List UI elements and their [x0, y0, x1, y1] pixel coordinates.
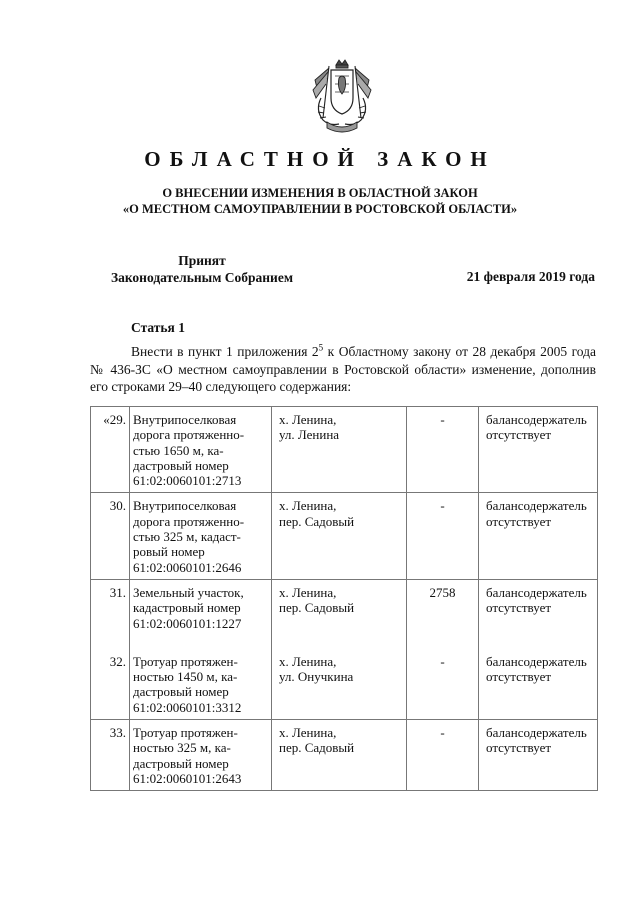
table-row	[91, 649, 598, 720]
row-number: 30.	[91, 493, 130, 579]
intro-text-part-1: Внести в пункт 1 приложения 2	[131, 344, 319, 359]
intro-superscript: 5	[318, 342, 324, 353]
object-name-line: ностью 325 м, ка-	[133, 740, 231, 756]
row-number: «29.	[91, 407, 130, 493]
adoption-block	[92, 252, 312, 286]
object-name	[130, 579, 272, 648]
object-address-line: х. Ленина,	[279, 584, 337, 600]
object-address-line: ул. Ленина	[279, 427, 340, 443]
article-heading: Статья 1	[131, 320, 185, 335]
object-address-line: х. Ленина,	[279, 653, 337, 669]
object-name-line: Тротуар протяжен-	[133, 725, 238, 741]
article-intro-paragraph	[90, 343, 596, 396]
object-address-line: х. Ленина,	[279, 725, 337, 741]
balance-holder-line: отсутствует	[486, 669, 552, 685]
balance-holder-line: балансодержатель	[486, 498, 587, 514]
object-name-line: дорога протяженно-	[133, 513, 245, 529]
property-table	[90, 406, 598, 791]
object-address	[272, 407, 407, 493]
object-address	[272, 649, 407, 720]
balance-holder-line: отсутствует	[486, 427, 552, 443]
balance-holder-line: отсутствует	[486, 513, 552, 529]
table-row	[91, 720, 598, 791]
balance-holder	[479, 493, 598, 579]
table-row	[91, 407, 598, 493]
object-name-line: дастровый номер	[133, 684, 229, 700]
object-name-line: стью 1650 м, ка-	[133, 442, 224, 458]
balance-holder-line: отсутствует	[486, 740, 552, 756]
object-name	[130, 720, 272, 791]
object-name-line: ровый номер	[133, 544, 205, 560]
balance-holder-line: балансодержатель	[486, 584, 587, 600]
object-address	[272, 493, 407, 579]
object-name-line: стью 325 м, кадаст-	[133, 529, 241, 545]
object-name-line: кадастровый номер	[133, 600, 241, 616]
balance-holder	[479, 649, 598, 720]
row-number: 33.	[91, 720, 130, 791]
object-name-line: 61:02:0060101:2643	[133, 770, 242, 786]
object-address-line: ул. Онучкина	[279, 669, 354, 685]
document-subtitle	[0, 186, 640, 217]
object-address-line: пер. Садовый	[279, 740, 355, 756]
object-name-line: Внутрипоселковая	[133, 498, 237, 514]
object-name-line: дастровый номер	[133, 755, 229, 771]
adopted-label: Принят	[178, 253, 226, 268]
property-table-body	[91, 407, 598, 791]
object-address-line: х. Ленина,	[279, 412, 337, 427]
balance-holder	[479, 579, 598, 648]
object-name-line: ностью 1450 м, ка-	[133, 669, 238, 685]
object-name	[130, 649, 272, 720]
object-address-line: пер. Садовый	[279, 600, 355, 616]
subtitle-line-1: О ВНЕСЕНИИ ИЗМЕНЕНИЯ В ОБЛАСТНОЙ ЗАКОН	[162, 186, 478, 200]
object-area: -	[407, 493, 479, 579]
object-name-line: 61:02:0060101:2646	[133, 559, 242, 575]
balance-holder	[479, 720, 598, 791]
object-address	[272, 579, 407, 648]
object-address	[272, 720, 407, 791]
table-row	[91, 493, 598, 579]
object-name-line: дастровый номер	[133, 457, 229, 473]
row-number: 32.	[91, 649, 130, 720]
object-name-line: 61:02:0060101:2713	[133, 473, 242, 489]
object-name-line: Внутрипоселковая	[133, 412, 237, 427]
object-name	[130, 407, 272, 493]
object-name-line: Земельный участок,	[133, 584, 244, 600]
row-number: 31.	[91, 579, 130, 648]
object-name-line: Тротуар протяжен-	[133, 653, 238, 669]
object-name-line: 61:02:0060101:3312	[133, 699, 242, 715]
adopted-by-label: Законодательным Собранием	[110, 270, 294, 285]
object-area: -	[407, 649, 479, 720]
balance-holder-line: балансодержатель	[486, 725, 587, 741]
document-title: ОБЛАСТНОЙ ЗАКОН	[144, 147, 496, 171]
object-name-line: 61:02:0060101:1227	[133, 615, 242, 631]
adoption-date: 21 февраля 2019 года	[466, 269, 595, 284]
subtitle-line-2: «О МЕСТНОМ САМОУПРАВЛЕНИИ В РОСТОВСКОЙ ОБЛАСТИ»	[122, 201, 518, 216]
object-name-line: дорога протяженно-	[133, 427, 245, 443]
object-name	[130, 493, 272, 579]
balance-holder-line: отсутствует	[486, 600, 552, 616]
coat-of-arms-emblem	[309, 58, 375, 136]
object-address-line: х. Ленина,	[279, 498, 337, 514]
intro-text-part-2: к Областному закону от 28 декабря 2005 года № 436-ЗС «О местном самоуправлении в Ростовской области» изменение, дополнив его строками 29–40 следующего содержания:	[90, 344, 596, 394]
object-area: 2758	[407, 579, 479, 648]
object-area: -	[407, 720, 479, 791]
table-row	[91, 579, 598, 648]
object-area: -	[407, 407, 479, 493]
balance-holder-line: балансодержатель	[486, 412, 587, 427]
object-address-line: пер. Садовый	[279, 513, 355, 529]
balance-holder	[479, 407, 598, 493]
balance-holder-line: балансодержатель	[486, 653, 587, 669]
